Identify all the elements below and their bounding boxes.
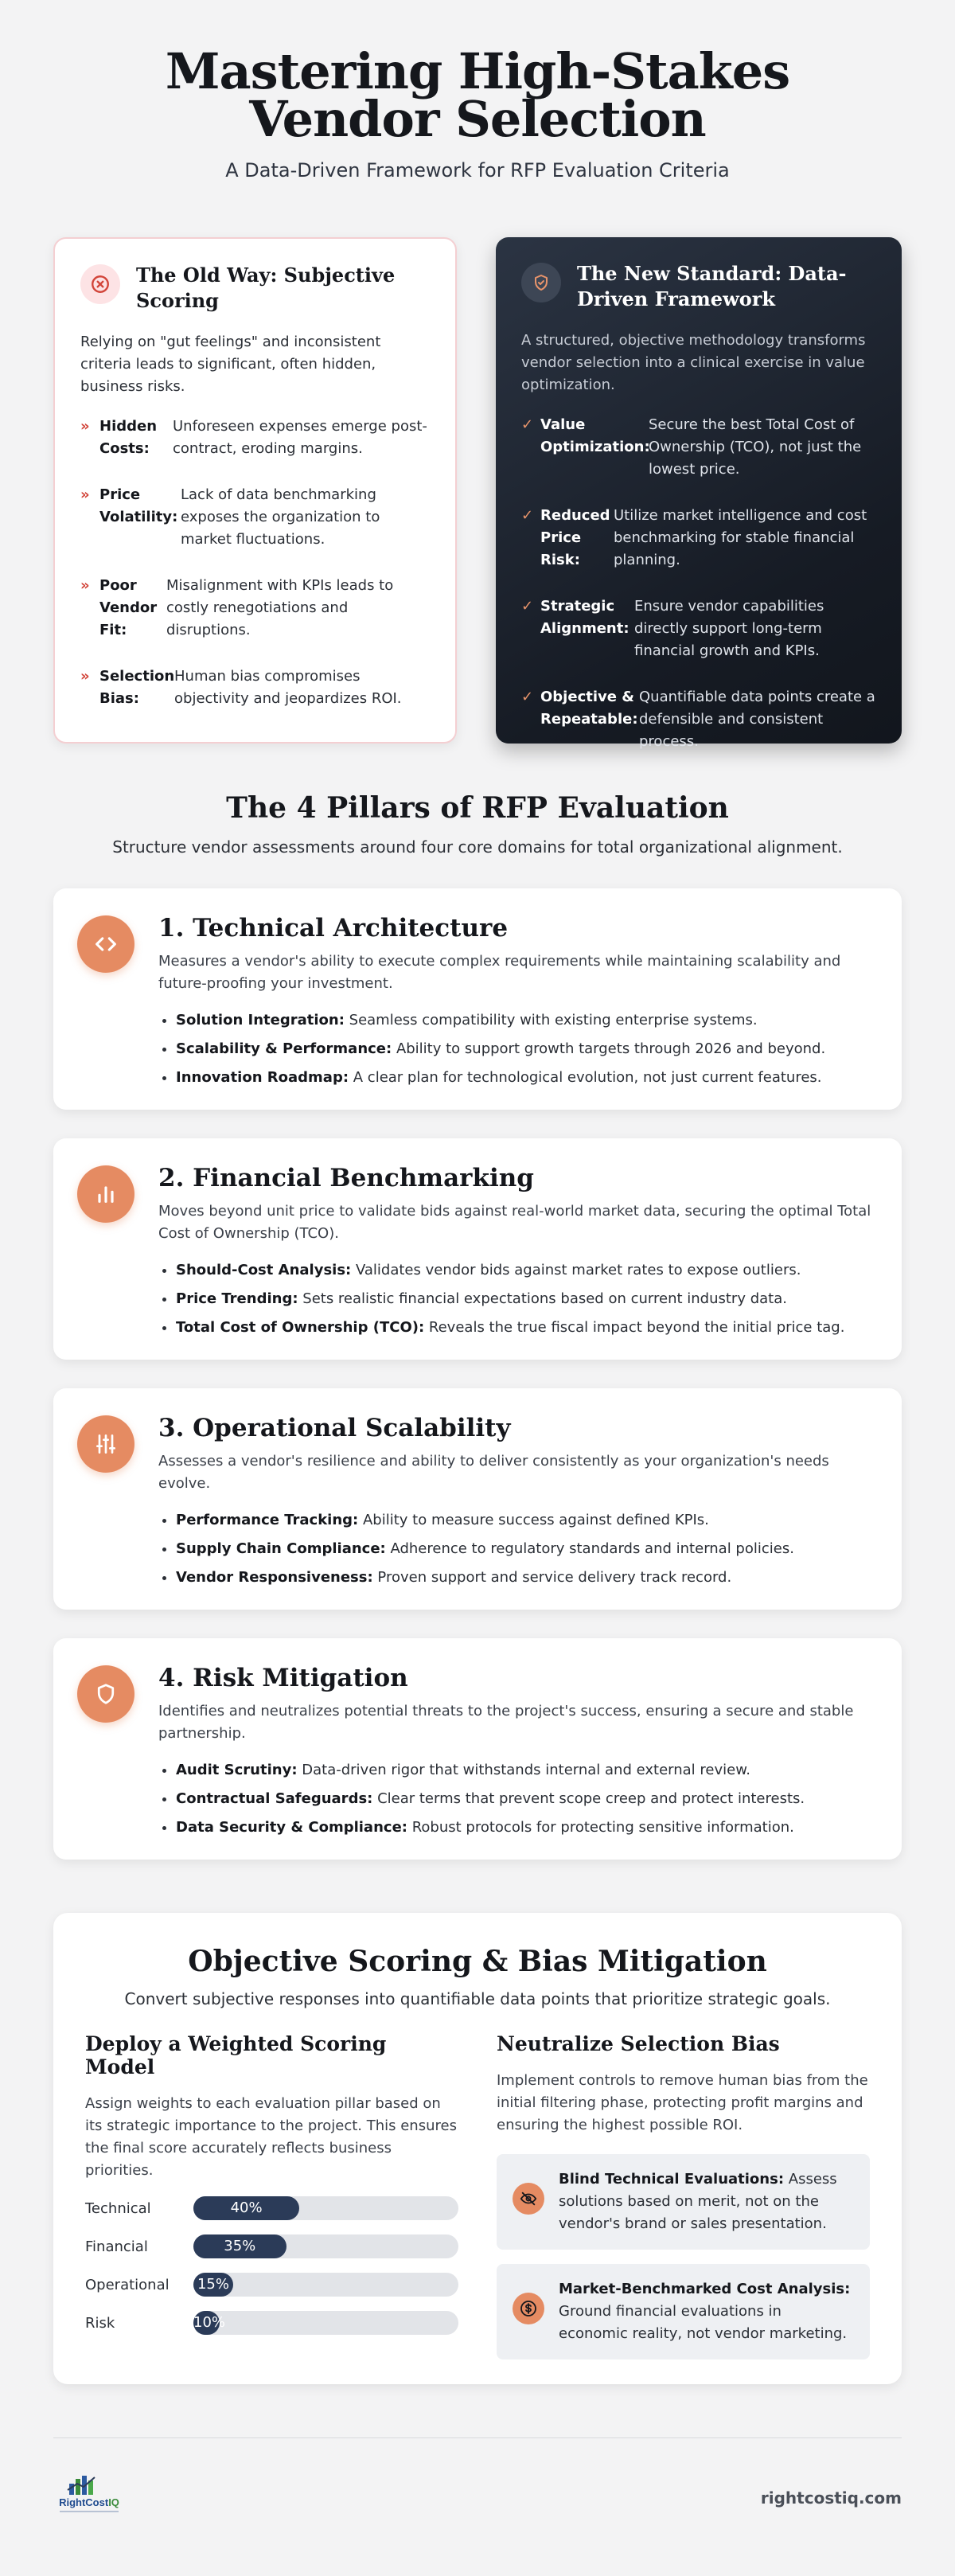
new-standard-item xyxy=(521,414,876,481)
item-desc: Ensure vendor capabilities directly support long-term financial growth and KPIs. xyxy=(634,598,824,659)
pillar-card-financial xyxy=(53,1138,902,1360)
old-way-item xyxy=(80,575,430,642)
old-way-item xyxy=(80,665,430,710)
list-item xyxy=(176,1535,878,1563)
list-item xyxy=(176,1756,878,1785)
weight-track xyxy=(193,2273,458,2297)
pillar-title: 1. Technical Architecture xyxy=(158,914,509,943)
pillar-desc: Identifies and neutralizes potential threats to the project's success, ensuring a secure and stable partnership. xyxy=(158,1703,854,1742)
old-way-item xyxy=(80,416,430,460)
pillar-bullets xyxy=(158,1756,878,1842)
page-title: Mastering High-Stakes Vendor Selection xyxy=(165,42,790,148)
pillar-bullets xyxy=(158,1256,878,1342)
new-standard-title: The New Standard: Data-Driven Framework xyxy=(577,262,847,310)
list-item xyxy=(176,1785,878,1813)
page-subtitle: A Data-Driven Framework for RFP Evaluation Criteria xyxy=(225,159,730,181)
bullet-term: Innovation Roadmap: xyxy=(176,1069,349,1086)
list-item xyxy=(176,1506,878,1535)
bullet-term: Total Cost of Ownership (TCO): xyxy=(176,1319,425,1336)
weight-fill: 15% xyxy=(193,2273,233,2297)
svg-text:RightCostIQ: RightCostIQ xyxy=(59,2496,119,2508)
weight-bars xyxy=(85,2196,458,2335)
pillars-header xyxy=(0,791,955,857)
list-item xyxy=(176,1313,878,1342)
item-term: Hidden Costs: xyxy=(99,418,158,457)
bullet-text: Seamless compatibility with existing enterprise systems. xyxy=(344,1012,758,1028)
bullet-term: Solution Integration: xyxy=(176,1012,345,1028)
weight-track xyxy=(193,2311,458,2335)
bullet-term: Audit Scrutiny: xyxy=(176,1762,298,1778)
weight-fill: 10% xyxy=(193,2311,220,2335)
comparison-section xyxy=(53,237,902,750)
bias-desc: Implement controls to remove human bias from the initial filtering phase, protecting profit margins and ensuring the highest possible ROI. xyxy=(497,2072,868,2133)
weight-fill: 40% xyxy=(193,2196,299,2220)
check-icon: ✓ xyxy=(521,416,534,433)
chevron-double-right-icon: » xyxy=(80,577,90,594)
scoring-title: Objective Scoring & Bias Mitigation xyxy=(188,1945,767,1978)
pillar-bullets xyxy=(158,1506,878,1592)
pillar-title: 2. Financial Benchmarking xyxy=(158,1164,534,1192)
chevron-double-right-icon: » xyxy=(80,486,90,503)
item-desc: Quantifiable data points create a defensible and consistent process. xyxy=(639,689,875,750)
bias-term: Blind Technical Evaluations: xyxy=(559,2171,785,2188)
bullet-term: Scalability & Performance: xyxy=(176,1040,392,1057)
sliders-icon xyxy=(77,1415,134,1473)
bullet-text: Data-driven rigor that withstands internal and external review. xyxy=(297,1762,750,1778)
bullet-term: Data Security & Compliance: xyxy=(176,1819,407,1836)
weight-fill: 35% xyxy=(193,2234,286,2258)
item-desc: Utilize market intelligence and cost benchmarking for stable financial planning. xyxy=(614,507,867,568)
item-term: Price Volatility: xyxy=(99,486,178,525)
pillar-desc: Measures a vendor's ability to execute complex requirements while maintaining scalability and future-proofing your investment. xyxy=(158,953,841,992)
bullet-text: Ability to measure success against defined KPIs. xyxy=(358,1512,709,1528)
pillar-desc: Assesses a vendor's resilience and ability to deliver consistently as your organization's needs evolve. xyxy=(158,1453,829,1492)
weight-bar-row xyxy=(85,2311,458,2335)
weighted-model-column xyxy=(85,2032,458,2374)
weight-label: Technical xyxy=(85,2199,151,2217)
check-icon: ✓ xyxy=(521,689,534,705)
weight-label: Operational xyxy=(85,2276,170,2293)
bullet-text: Reveals the true fiscal impact beyond the initial price tag. xyxy=(424,1319,845,1336)
bullet-text: Clear terms that prevent scope creep and protect interests. xyxy=(372,1790,805,1807)
pillars-subtitle: Structure vendor assessments around four core domains for total organizational alignment. xyxy=(112,837,843,857)
pillar-title: 3. Operational Scalability xyxy=(158,1414,511,1442)
weight-label: Financial xyxy=(85,2238,148,2255)
pillar-bullets xyxy=(158,1006,878,1092)
item-desc: Misalignment with KPIs leads to costly renegotiations and disruptions. xyxy=(166,577,394,638)
old-way-intro: Relying on "gut feelings" and inconsistent criteria leads to significant, often hidden, business risks. xyxy=(80,334,381,395)
website-link[interactable]: rightcostiq.com xyxy=(760,2488,902,2508)
shield-check-icon xyxy=(521,263,561,302)
weighted-model-title: Deploy a Weighted Scoring Model xyxy=(85,2032,387,2078)
item-term: Poor Vendor Fit: xyxy=(99,577,158,638)
bullet-text: Ability to support growth targets through 2026 and beyond. xyxy=(392,1040,826,1057)
item-desc: Human bias compromises objectivity and jeopardizes ROI. xyxy=(174,668,402,707)
new-standard-item xyxy=(521,686,876,753)
bullet-term: Contractual Safeguards: xyxy=(176,1790,373,1807)
bias-text: Ground financial evaluations in economic reality, not vendor marketing. xyxy=(559,2303,848,2342)
hero xyxy=(0,0,955,181)
item-term: Strategic Alignment: xyxy=(540,598,630,637)
weight-track xyxy=(193,2234,458,2258)
pillar-card-technical xyxy=(53,888,902,1110)
list-item xyxy=(176,1563,878,1592)
new-standard-item xyxy=(521,505,876,572)
company-logo xyxy=(53,2473,125,2517)
list-item xyxy=(176,1813,878,1842)
x-circle-icon xyxy=(80,264,120,304)
item-desc: Lack of data benchmarking exposes the organization to market fluctuations. xyxy=(181,486,380,548)
shield-icon xyxy=(77,1665,134,1723)
bias-text: Assess solutions based on merit, not on the vendor's brand or sales presentation. xyxy=(559,2171,837,2232)
eye-off-icon xyxy=(513,2183,544,2215)
weight-bar-row xyxy=(85,2196,458,2220)
chevron-double-right-icon: » xyxy=(80,418,90,435)
bullet-term: Vendor Responsiveness: xyxy=(176,1569,373,1586)
weight-track xyxy=(193,2196,458,2220)
scoring-section xyxy=(53,1913,902,2384)
footer-divider xyxy=(53,2437,902,2438)
old-way-card xyxy=(53,237,457,744)
check-icon: ✓ xyxy=(521,507,534,524)
item-term: Objective & Repeatable: xyxy=(540,689,638,728)
bullet-term: Performance Tracking: xyxy=(176,1512,359,1528)
pillar-title: 4. Risk Mitigation xyxy=(158,1664,408,1692)
bias-column xyxy=(497,2032,870,2374)
bias-term: Market-Benchmarked Cost Analysis: xyxy=(559,2281,851,2297)
item-desc: Unforeseen expenses emerge post-contract, eroding margins. xyxy=(173,418,427,457)
bullet-text: Sets realistic financial expectations based on current industry data. xyxy=(298,1290,787,1307)
item-term: Value Optimization: xyxy=(540,416,650,455)
bullet-text: A clear plan for technological evolution, not just current features. xyxy=(349,1069,822,1086)
weight-label: Risk xyxy=(85,2314,115,2332)
old-way-title: The Old Way: Subjective Scoring xyxy=(136,263,396,312)
weight-bar-row xyxy=(85,2234,458,2258)
bullet-term: Should-Cost Analysis: xyxy=(176,1262,352,1278)
bias-control-card xyxy=(497,2264,870,2359)
check-icon: ✓ xyxy=(521,598,534,615)
pillars-title: The 4 Pillars of RFP Evaluation xyxy=(226,791,729,825)
bullet-text: Proven support and service delivery track record. xyxy=(372,1569,732,1586)
chevron-double-right-icon: » xyxy=(80,668,90,685)
item-term: Selection Bias: xyxy=(99,668,175,707)
dollar-icon xyxy=(513,2293,544,2324)
list-item xyxy=(176,1285,878,1313)
new-standard-intro: A structured, objective methodology transforms vendor selection into a clinical exercise in value optimization. xyxy=(521,332,866,393)
item-term: Reduced Price Risk: xyxy=(540,507,610,568)
pillar-card-risk xyxy=(53,1638,902,1860)
list-item xyxy=(176,1064,878,1092)
list-item xyxy=(176,1035,878,1064)
bullet-term: Supply Chain Compliance: xyxy=(176,1540,386,1557)
scoring-subtitle: Convert subjective responses into quantifiable data points that prioritize strategic goals. xyxy=(124,1989,831,2008)
item-desc: Secure the best Total Cost of Ownership (TCO), not just the lowest price. xyxy=(649,416,862,478)
list-item xyxy=(176,1256,878,1285)
bias-title: Neutralize Selection Bias xyxy=(497,2032,780,2055)
pillar-desc: Moves beyond unit price to validate bids against real-world market data, securing the optimal Total Cost of Ownership (TCO). xyxy=(158,1203,871,1242)
old-way-list xyxy=(80,416,430,710)
old-way-item xyxy=(80,484,430,551)
bar-chart-icon xyxy=(77,1165,134,1223)
pillar-card-operational xyxy=(53,1388,902,1610)
new-standard-list xyxy=(521,414,876,753)
new-standard-item xyxy=(521,595,876,662)
bullet-term: Price Trending: xyxy=(176,1290,298,1307)
new-standard-card xyxy=(496,237,902,750)
code-icon xyxy=(77,915,134,973)
bullet-text: Robust protocols for protecting sensitive information. xyxy=(407,1819,794,1836)
bullet-text: Adherence to regulatory standards and internal policies. xyxy=(385,1540,794,1557)
bullet-text: Validates vendor bids against market rates to expose outliers. xyxy=(351,1262,801,1278)
bias-control-card xyxy=(497,2154,870,2250)
weighted-model-desc: Assign weights to each evaluation pillar based on its strategic importance to the project. This ensures the final score accurately reflects business priorities. xyxy=(85,2095,457,2179)
weight-bar-row xyxy=(85,2273,458,2297)
list-item xyxy=(176,1006,878,1035)
